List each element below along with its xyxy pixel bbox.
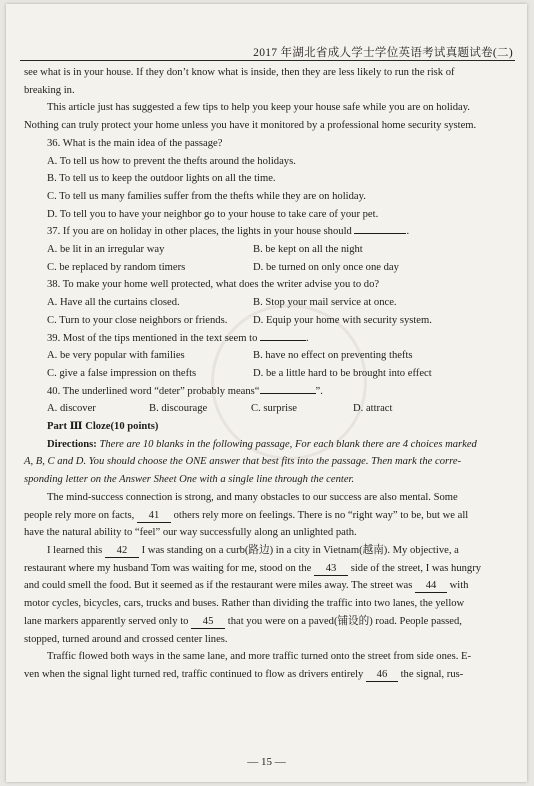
directions-line: Directions: There are 10 blanks in the following passage, For each blank there are 4 choices marked <box>47 438 477 450</box>
cloze-line: I learned this 42 I was standing on a curb(路边) in a city in Vietnam(越南). My objective, a <box>47 544 459 556</box>
q36-option-b: B. To tell us to keep the outdoor lights on all the time. <box>47 173 276 185</box>
question-39-stem: 39. Most of the tips mentioned in the text seem to . <box>47 332 309 344</box>
q37-option-b: B. be kept on all the night <box>253 244 363 256</box>
q36-option-c: C. To tell us many families suffer from the thefts while they are on holiday. <box>47 190 366 202</box>
cloze-blank-45: 45 <box>191 615 225 629</box>
exam-page <box>6 4 527 782</box>
cloze-line: motor cycles, bicycles, cars, trucks and buses. Rather than dividing the traffic into two lanes, the yellow <box>24 598 465 610</box>
q36-option-a: A. To tell us how to prevent the thefts around the holidays. <box>47 155 296 167</box>
q39-options-row-2 <box>24 365 511 383</box>
page-content <box>24 64 511 684</box>
answer-blank <box>260 393 316 394</box>
q38-option-c: C. Turn to your close neighbors or friends. <box>47 314 228 326</box>
q40-option-b: B. discourage <box>149 403 208 415</box>
q39-option-a: A. be very popular with families <box>47 350 185 362</box>
q40-option-a: A. discover <box>47 403 96 415</box>
q37-options-row-2 <box>24 259 511 277</box>
cloze-line: people rely more on facts, 41 others rely more on feelings. There is no “right way” to be, but we all <box>24 509 469 521</box>
question-37-stem: 37. If you are on holiday in other places, the lights in your house should . <box>47 226 410 238</box>
q39-option-c: C. give a false impression on thefts <box>47 367 197 379</box>
cloze-line: lane markers apparently served only to 45 that you were on a paved(铺设的) road. People passed, <box>24 615 462 627</box>
cloze-blank-43: 43 <box>314 562 348 576</box>
cloze-line: Traffic flowed both ways in the same lane, and more traffic turned onto the street from side ones. E- <box>47 651 472 663</box>
header-rule <box>20 60 515 61</box>
part-3-title: Part Ⅲ Cloze(10 points) <box>47 421 159 433</box>
q36-option-d: D. To tell you to have your neighbor go to your house to take care of your pet. <box>47 208 379 220</box>
answer-blank <box>260 340 306 341</box>
q39-option-d: D. be a little hard to be brought into effect <box>253 367 432 379</box>
directions-label: Directions: <box>47 438 97 450</box>
body-line: breaking in. <box>24 84 75 96</box>
cloze-blank-41: 41 <box>137 509 171 523</box>
q38-option-b: B. Stop your mail service at once. <box>253 297 397 309</box>
q38-option-a: A. Have all the curtains closed. <box>47 297 180 309</box>
answer-blank <box>354 233 406 234</box>
cloze-line: and could smell the food. But it seemed as if the restaurant were miles away. The street was 44 with <box>24 580 469 592</box>
q40-option-d: D. attract <box>353 403 393 415</box>
body-line: see what is in your house. If they don’t know what is inside, then they are less likely to run the risk of <box>24 67 455 78</box>
question-36-stem: 36. What is the main idea of the passage? <box>47 137 223 149</box>
cloze-line: have the natural ability to “feel” our way successfully along an unlighted path. <box>24 527 357 539</box>
q40-options-row <box>24 400 511 418</box>
directions-line: A, B, C and D. You should choose the ONE answer that best fits into the passage. Then mark the corre- <box>24 456 462 468</box>
q38-options-row-2 <box>24 312 511 330</box>
cloze-line: ven when the signal light turned red, traffic continued to flow as drivers entirely 46 the signal, rus- <box>24 668 464 680</box>
cloze-line: The mind-success connection is strong, and many obstacles to our success are also mental. Some <box>47 491 458 503</box>
q39-options-row-1 <box>24 347 511 365</box>
q40-option-c: C. surprise <box>251 403 297 415</box>
question-40-stem: 40. The underlined word “deter” probably means“ ”. <box>47 385 323 397</box>
q37-options-row-1 <box>24 241 511 259</box>
cloze-line: stopped, turned around and crossed center lines. <box>24 633 228 645</box>
body-line: Nothing can truly protect your home unless you have it monitored by a professional home security system. <box>24 120 477 132</box>
cloze-blank-42: 42 <box>105 544 139 558</box>
q37-option-a: A. be lit in an irregular way <box>47 244 165 256</box>
page-header: 2017 年湖北省成人学士学位英语考试真题试卷(二) <box>253 47 513 59</box>
question-38-stem: 38. To make your home well protected, what does the writer advise you to do? <box>47 279 380 291</box>
cloze-line: restaurant where my husband Tom was waiting for me, stood on the 43 side of the street, I was hungry <box>24 562 482 574</box>
q37-option-d: D. be turned on only once one day <box>253 261 399 273</box>
cloze-blank-44: 44 <box>415 579 447 593</box>
directions-line: sponding letter on the Answer Sheet One with a single line through the center. <box>24 474 355 486</box>
q37-option-c: C. be replaced by random timers <box>47 261 186 273</box>
q38-option-d: D. Equip your home with security system. <box>253 314 432 326</box>
page-number: — 15 — <box>247 756 286 768</box>
q38-options-row-1 <box>24 294 511 312</box>
cloze-blank-46: 46 <box>366 668 398 682</box>
body-line: This article just has suggested a few tips to help you keep your house safe while you are on holiday. <box>47 102 470 114</box>
q39-option-b: B. have no effect on preventing thefts <box>253 350 413 362</box>
